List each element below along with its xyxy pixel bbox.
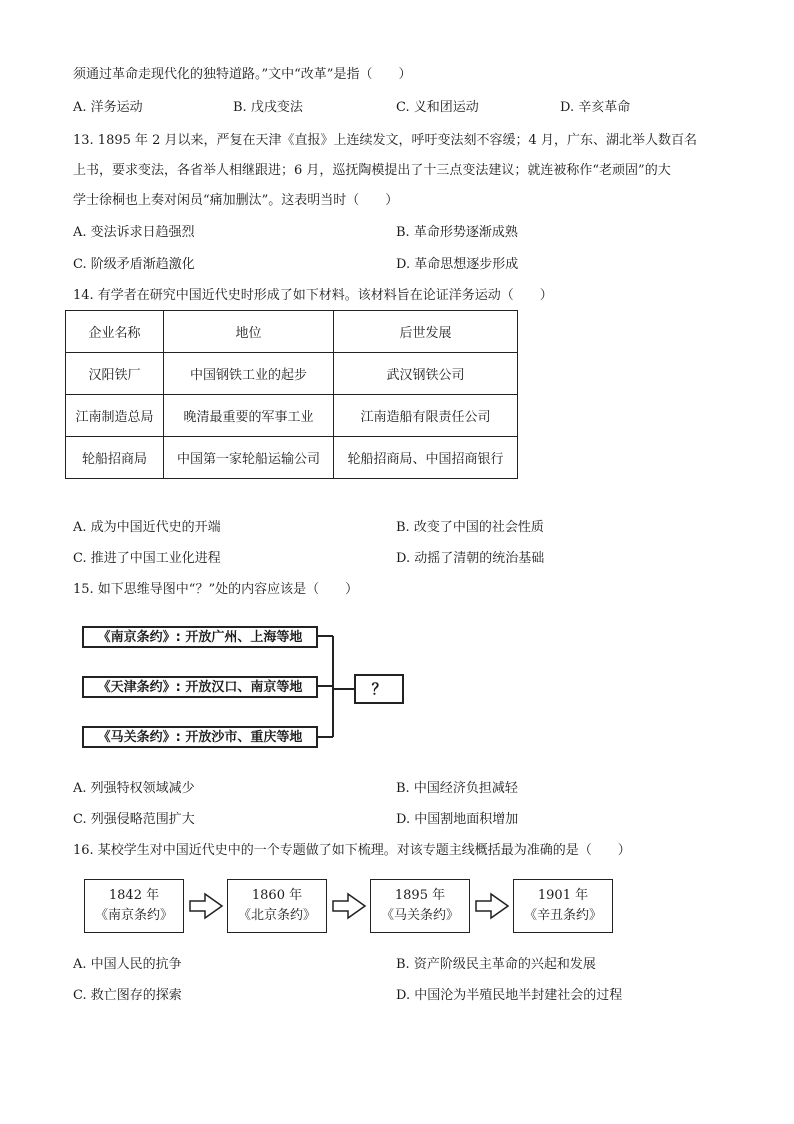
question-13-line-1: 13. 1895 年 2 月以来，严复在天津《直报》上连续发文，呼吁变法刻不容缓；4 月，广东、湖北举人数百名 <box>73 133 697 148</box>
table-header-cell: 后世发展 <box>334 311 518 353</box>
table-cell: 汉阳铁厂 <box>66 353 164 395</box>
q15-option-a[interactable]: A. 列强特权领域减少 <box>73 781 195 796</box>
table-header-cell: 企业名称 <box>66 311 164 353</box>
timeline-box-1860 <box>227 879 327 933</box>
q12-option-d[interactable]: D. 辛亥革命 <box>560 100 631 115</box>
question-13-line-3: 学士徐桐也上奏对闲员“痛加删汰”。这表明当时（ ） <box>73 193 399 208</box>
table-cell: 中国第一家轮船运输公司 <box>164 437 334 479</box>
q14-option-b[interactable]: B. 改变了中国的社会性质 <box>396 520 544 535</box>
question-14-stem: 14. 有学者在研究中国近代史时形成了如下材料。该材料旨在论证洋务运动（ ） <box>73 288 553 303</box>
question-12-tail: 须通过革命走现代化的独特道路。”文中“改革”是指（ ） <box>73 67 412 82</box>
timeline-year: 1901 年 <box>537 888 589 903</box>
q15-option-d[interactable]: D. 中国割地面积增加 <box>396 812 519 827</box>
timeline-box-1842 <box>84 879 184 933</box>
q16-option-a[interactable]: A. 中国人民的抗争 <box>73 957 182 972</box>
table-cell: 武汉钢铁公司 <box>334 353 518 395</box>
timeline-treaty: 《南京条约》 <box>94 908 173 923</box>
timeline-year: 1842 年 <box>108 888 160 903</box>
q16-option-d[interactable]: D. 中国沦为半殖民地半封建社会的过程 <box>396 988 623 1003</box>
mind-map-box-tianjin: 《天津条约》: 开放汉口、南京等地 <box>82 676 318 698</box>
mind-map-question-box: ？ <box>354 674 404 704</box>
q12-option-c[interactable]: C. 义和团运动 <box>396 100 479 115</box>
q15-option-c[interactable]: C. 列强侵略范围扩大 <box>73 812 195 827</box>
timeline-year: 1895 年 <box>394 888 446 903</box>
table-cell: 轮船招商局、中国招商银行 <box>334 437 518 479</box>
timeline-box-1901 <box>513 879 613 933</box>
q13-option-a[interactable]: A. 变法诉求日趋强烈 <box>73 225 195 240</box>
table-cell: 江南制造总局 <box>66 395 164 437</box>
q12-option-b[interactable]: B. 戊戌变法 <box>233 100 303 115</box>
q14-option-d[interactable]: D. 动摇了清朝的统治基础 <box>396 551 545 566</box>
table-cell: 江南造船有限责任公司 <box>334 395 518 437</box>
q15-option-b[interactable]: B. 中国经济负担减轻 <box>396 781 518 796</box>
q14-option-a[interactable]: A. 成为中国近代史的开端 <box>73 520 221 535</box>
arrow-icon <box>476 894 508 918</box>
table-cell: 中国钢铁工业的起步 <box>164 353 334 395</box>
question-13-line-2: 上书，要求变法，各省举人相继跟进；6 月，巡抚陶模提出了十三点变法建议；就连被称作“老顽固”的大 <box>73 163 671 178</box>
arrow-icon <box>333 894 365 918</box>
q14-option-c[interactable]: C. 推进了中国工业化进程 <box>73 551 221 566</box>
mind-map-box-maguan: 《马关条约》: 开放沙市、重庆等地 <box>82 726 318 748</box>
question-15-stem: 15. 如下思维导图中“？”处的内容应该是（ ） <box>73 582 359 597</box>
table-header-cell: 地位 <box>164 311 334 353</box>
timeline-year: 1860 年 <box>251 888 303 903</box>
q16-option-b[interactable]: B. 资产阶级民主革命的兴起和发展 <box>396 957 596 972</box>
q12-option-a[interactable]: A. 洋务运动 <box>73 100 143 115</box>
q13-option-d[interactable]: D. 革命思想逐步形成 <box>396 257 519 272</box>
timeline-box-1895 <box>370 879 470 933</box>
mind-map-box-nanjing: 《南京条约》: 开放广州、上海等地 <box>82 626 318 648</box>
question-16-stem: 16. 某校学生对中国近代史中的一个专题做了如下梳理。对该专题主线概括最为准确的是（ ） <box>73 843 631 858</box>
timeline-treaty: 《北京条约》 <box>237 908 316 923</box>
q13-option-c[interactable]: C. 阶级矛盾渐趋激化 <box>73 257 195 272</box>
q16-option-c[interactable]: C. 救亡图存的探索 <box>73 988 182 1003</box>
table-cell: 晚清最重要的军事工业 <box>164 395 334 437</box>
table-cell: 轮船招商局 <box>66 437 164 479</box>
timeline-treaty: 《马关条约》 <box>380 908 459 923</box>
arrow-icon <box>190 894 222 918</box>
timeline-treaty: 《辛丑条约》 <box>523 908 602 923</box>
q13-option-b[interactable]: B. 革命形势逐渐成熟 <box>396 225 518 240</box>
